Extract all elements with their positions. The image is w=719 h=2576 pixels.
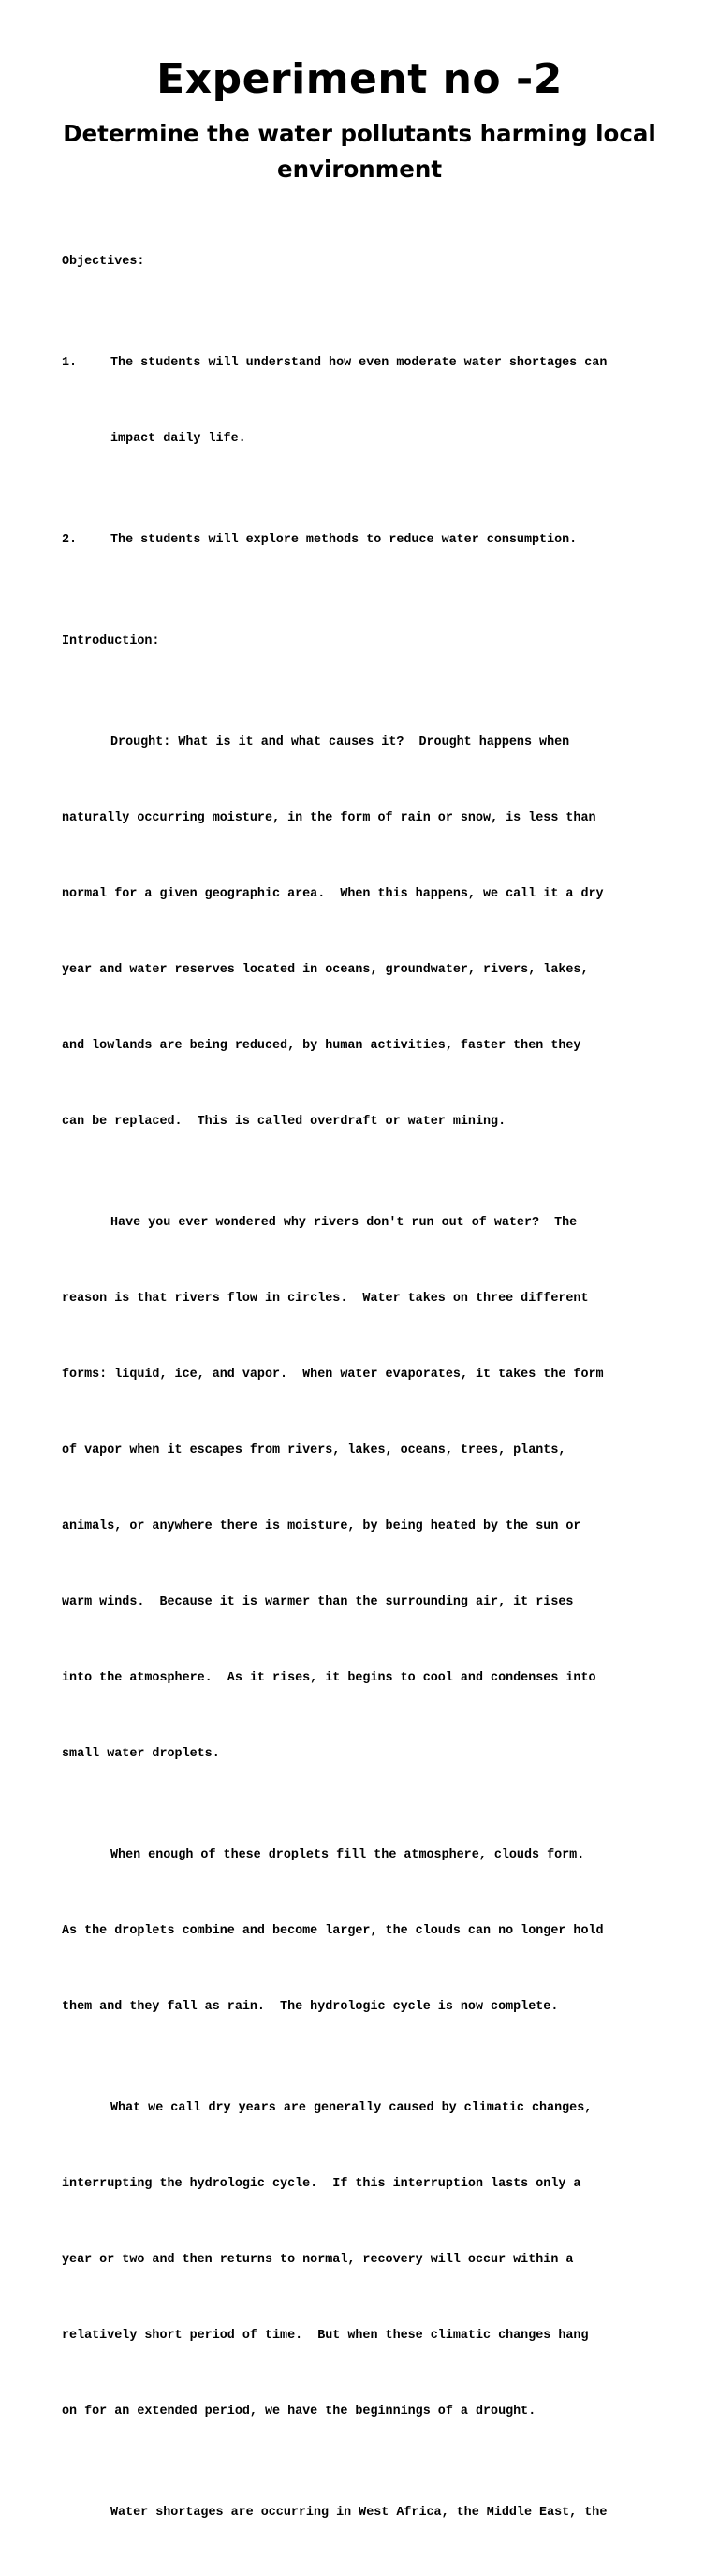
paragraph-line: normal for a given geographic area. When this happens, we call it a dry [62,887,604,901]
paragraph-line: Water shortages are occurring in West Africa, the Middle East, the [110,2506,608,2520]
paragraph-line: year and water reserves located in oceans, groundwater, rivers, lakes, [62,963,589,977]
paragraph-line: relatively short period of time. But when these climatic changes hang [62,2329,589,2343]
paragraph-line: warm winds. Because it is warmer than the surrounding air, it rises [62,1595,574,1609]
objective-2 [62,527,680,553]
paragraph-line: Have you ever wondered why rivers don't run out of water? The [110,1216,578,1230]
objectives-heading: Objectives: [62,255,145,269]
paragraph-line: and lowlands are being reduced, by human activities, faster then they [62,1039,581,1053]
paragraph-line: naturally occurring moisture, in the form of rain or snow, is less than [62,811,596,825]
paragraph-line: of vapor when it escapes from rivers, lakes, oceans, trees, plants, [62,1443,566,1458]
objective-1-line-2: impact daily life. [110,432,246,446]
paragraph-line: reason is that rivers flow in circles. Water takes on three different [62,1292,589,1306]
paragraph-line: What we call dry years are generally caused by climatic changes, [110,2101,593,2115]
paragraph-line: When enough of these droplets fill the atmosphere, clouds form. [110,1848,585,1862]
paragraph-line: Drought: What is it and what causes it? Drought happens when [110,735,570,749]
objective-1-number: 1. [62,356,78,370]
paragraph-line: interrupting the hydrologic cycle. If this interruption lasts only a [62,2177,581,2191]
objective-2-number: 2. [62,533,78,547]
paragraph-line: small water droplets. [62,1747,220,1761]
objective-1 [62,350,680,376]
paragraph-line: can be replaced. This is called overdraft or water mining. [62,1115,506,1129]
paragraph-line: year or two and then returns to normal, recovery will occur within a [62,2253,574,2267]
document-subtitle [19,116,700,187]
paragraph-line: forms: liquid, ice, and vapor. When water evaporates, it takes the form [62,1368,604,1382]
paragraph-line: into the atmosphere. As it rises, it begins to cool and condenses into [62,1671,596,1685]
introduction-heading: Introduction: [62,634,160,648]
subtitle-line-2: environment [276,155,443,183]
document-body [62,199,680,2576]
paragraph-line: on for an extended period, we have the beginnings of a drought. [62,2405,536,2419]
objective-1-line-1: The students will understand how even moderate water shortages can [110,356,608,370]
objective-2-line-1: The students will explore methods to reduce water consumption. [110,533,578,547]
document-title: Experiment no -2 [156,55,563,103]
subtitle-line-1: Determine the water pollutants harming local [63,120,656,147]
paragraph-line: As the droplets combine and become larger, the clouds can no longer hold [62,1924,604,1938]
paragraph-line: them and they fall as rain. The hydrologic cycle is now complete. [62,2000,559,2014]
paragraph-line: animals, or anywhere there is moisture, by being heated by the sun or [62,1519,581,1533]
